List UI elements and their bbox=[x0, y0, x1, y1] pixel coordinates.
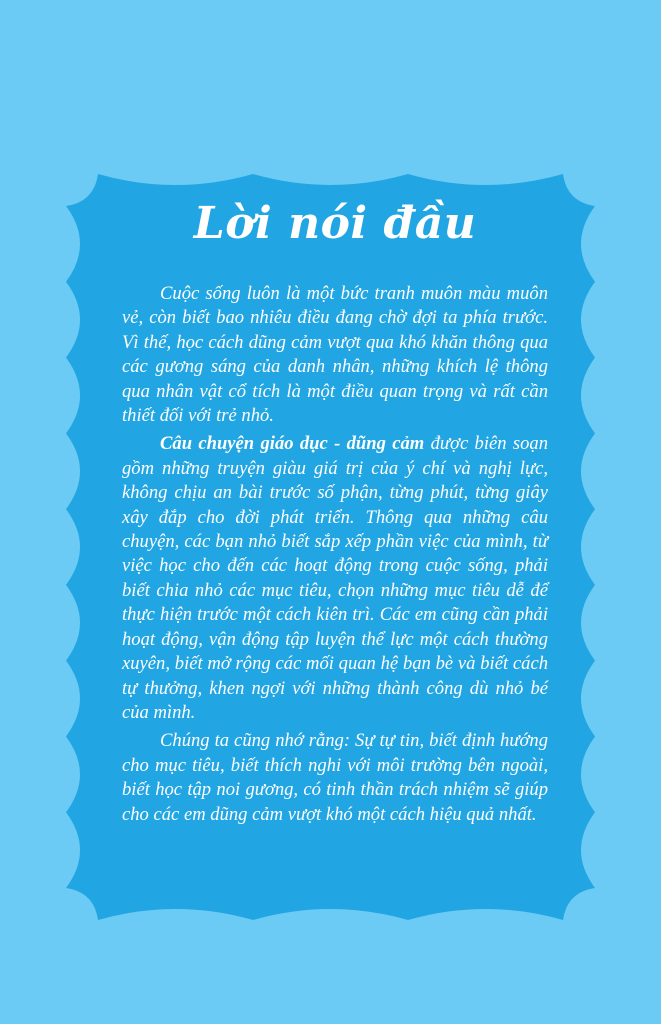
paragraph-1 bbox=[122, 282, 548, 428]
paragraph-1-text: Cuộc sống luôn là một bức tranh muôn màu muôn vẻ, còn biết bao nhiêu điều đang chờ đợi ta phía trước. Vì thế, học cách dũng cảm vượt qua khó khăn thông qua các gương sáng của danh nhân, những khích lệ thông qua nhân vật cổ tích là một điều quan trọng và rất cần thiết đối với trẻ nhỏ. bbox=[122, 283, 548, 427]
preface-content bbox=[122, 196, 548, 831]
paragraph-2-text: được biên soạn gồm những truyện giàu giá trị của ý chí và nghị lực, không chịu an bài trước số phận, từng phút, từng giây xây đắp cho đời phát triển. Thông qua những câu chuyện, các bạn nhỏ biết sắp xếp phần việc của mình, từ việc học cho đến các hoạt động trong cuộc sống, phải biết chia nhỏ các mục tiêu, chọn những mục tiêu dễ để thực hiện trước một cách kiên trì. Các em cũng cần phải hoạt động, vận động tập luyện thể lực một cách thường xuyên, biết mở rộng các mối quan hệ bạn bè và biết cách tự thưởng, khen ngợi với những thành công dù nhỏ bé của mình. bbox=[122, 433, 549, 723]
book-title-bold: Câu chuyện giáo dục - dũng cảm bbox=[160, 433, 425, 455]
paragraph-3 bbox=[122, 729, 548, 827]
paragraph-3-text: Chúng ta cũng nhớ rằng: Sự tự tin, biết định hướng cho mục tiêu, biết thích nghi với môi trường bên ngoài, biết học tập noi gương, có tinh thần trách nhiệm sẽ giúp cho các em dũng cảm vượt khó một cách hiệu quả nhất. bbox=[122, 730, 548, 825]
page-title: Lời nói đầu bbox=[193, 198, 477, 249]
paragraph-2 bbox=[122, 432, 548, 725]
